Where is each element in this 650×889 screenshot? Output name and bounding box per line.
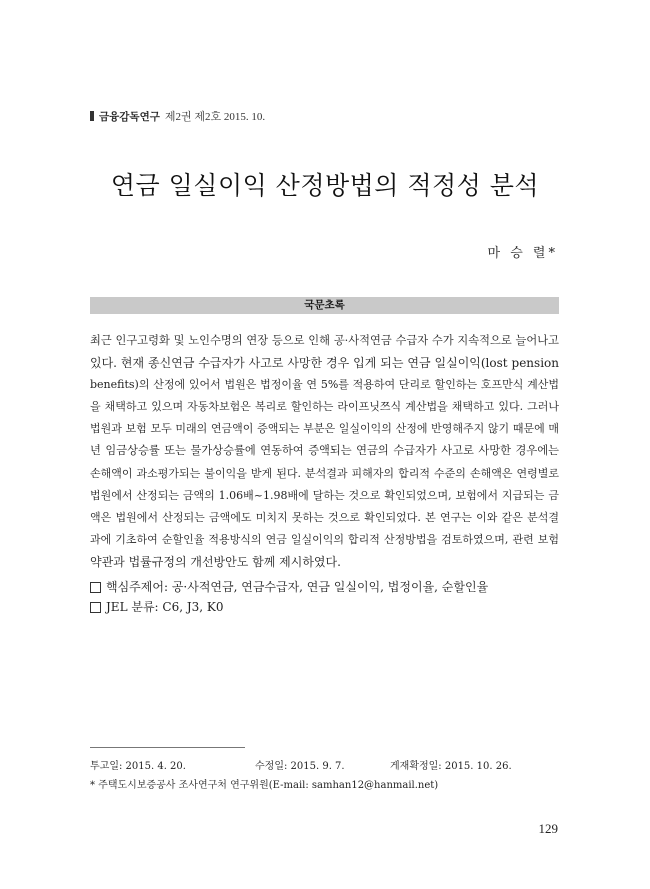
issue-info: 제2권 제2호 2015. 10. [164,111,266,123]
abstract-heading: 국문초록 [90,297,559,314]
abstract-body [90,330,559,573]
abstract-line: benefits)의 산정에 있어서 법원은 법정이율 연 5%를 적용하여 단리로 할인하는 호프만식 계산법 [90,378,559,392]
abstract-line: 년 임금상승률 또는 물가상승률에 연동하여 증액되는 연금의 수급자가 사고로 사망한 경우에는 [90,444,559,458]
author-name: 마 승 렬* [487,246,558,261]
abstract-line: 최근 인구고령화 및 노인수명의 연장 등으로 인해 공·사적연금 수급자 수가 지속적으로 늘어나고 [90,334,559,347]
abstract-line: 있다. 현재 종신연금 수급자가 사고로 사망한 경우 입게 되는 연금 일실이익(lost pension [90,356,559,371]
author-affiliation: * 주택도시보증공사 조사연구처 연구위원(E-mail: samhan12@hanmail.net) [90,780,439,791]
abstract-line: 과에 기초하여 순할인율 적용방식의 연금 일실이익의 합리적 산정방법을 검토하였으며, 관련 보험 [90,532,559,546]
paper-title: 연금 일실이익 산정방법의 적정성 분석 [110,171,540,200]
abstract-line: 손해액이 과소평가되는 불이익을 받게 된다. 분석결과 피해자의 합리적 수준의 손해액은 연령별로 [90,466,559,480]
checkbox-icon [90,582,101,593]
running-header [90,108,265,124]
accepted-date: 게재확정일: 2015. 10. 26. [390,761,512,772]
abstract-line: 법원과 보험 모두 미래의 연금액이 증액되는 부분은 일실이익의 산정에 반영해주지 않기 때문에 매 [90,422,559,436]
jel-classification-text: JEL 분류: C6, J3, K0 [106,600,224,614]
footnote-divider [90,747,245,748]
page-number: 129 [538,821,558,836]
keywords-block [90,577,488,617]
checkbox-icon [90,602,101,613]
header-marker [90,111,94,121]
journal-name: 금융감독연구 [99,110,160,123]
abstract-line: 을 채택하고 있으며 자동차보험은 복리로 할인하는 라이프닛쯔식 계산법을 채택하고 있다. 그러나 [90,400,559,414]
core-keywords-text: 핵심주제어: 공·사적연금, 연금수급자, 연금 일실이익, 법정이율, 순할인율 [106,580,489,594]
submitted-date: 투고일: 2015. 4. 20. [90,761,186,772]
jel-classification [90,597,488,617]
revised-date: 수정일: 2015. 9. 7. [255,761,345,772]
abstract-line: 액은 법원에서 산정되는 금액에도 미치지 못하는 것으로 확인되었다. 본 연구는 이와 같은 분석결 [90,510,559,524]
abstract-line: 약관과 법률규정의 개선방안도 함께 제시하였다. [90,554,341,569]
core-keywords [90,577,488,597]
abstract-line: 법원에서 산정되는 금액의 1.06배~1.98배에 달하는 것으로 확인되었으며, 보험에서 지급되는 금 [90,488,559,502]
